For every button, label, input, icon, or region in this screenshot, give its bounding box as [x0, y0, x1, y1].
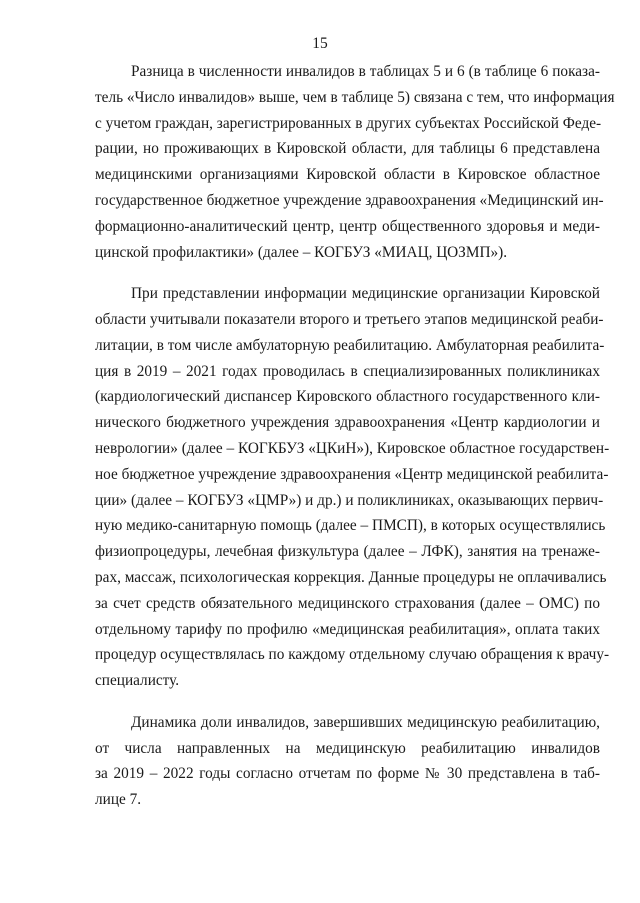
- text-line: за 2019 – 2022 годы согласно отчетам по форме № 30 представлена в таб-: [95, 765, 600, 783]
- text-line: тель «Число инвалидов» выше, чем в таблице 5) связана с тем, что информация: [95, 88, 615, 106]
- text-line: Разница в численности инвалидов в таблицах 5 и 6 (в таблице 6 показа-: [131, 63, 600, 80]
- text-line: ции» (далее – КОГБУЗ «ЦМР») и др.) и поликлиниках, оказывающих первич-: [95, 491, 604, 509]
- text-line: неврологии» (далее – КОГКБУЗ «ЦКиН»), Кировское областное государствен-: [95, 439, 610, 457]
- text-line: с учетом граждан, зарегистрированных в других субъектах Российской Феде-: [95, 114, 602, 132]
- text-line: отдельному тарифу по профилю «медицинская реабилитация», оплата таких: [95, 620, 600, 638]
- text-line: При представлении информации медицинские организации Кировской: [131, 285, 600, 303]
- text-line: формационно-аналитический центр, центр общественного здоровья и меди-: [95, 217, 600, 235]
- paragraph-table-7-intro: [95, 710, 600, 813]
- text-line: литации, в том числе амбулаторную реабилитацию. Амбулаторная реабилита-: [95, 336, 605, 354]
- paragraph-gap: [95, 265, 600, 281]
- paragraph-rehabilitation-stages: [95, 281, 610, 694]
- text-line: рации, но проживающих в Кировской области, для таблицы 6 представлена: [95, 140, 600, 158]
- text-line: области учитывали показатели второго и третьего этапов медицинской реаби-: [95, 310, 604, 328]
- page-number: 15: [312, 35, 328, 52]
- text-line: медицинскими организациями Кировской области в Кировское областное: [95, 166, 600, 184]
- text-line: лице 7.: [95, 791, 142, 809]
- text-line: от числа направленных на медицинскую реабилитацию инвалидов: [95, 739, 600, 757]
- body-text: [95, 59, 615, 813]
- text-line: физиопроцедуры, лечебная физкультура (далее – ЛФК), занятия на тренаже-: [95, 543, 600, 561]
- text-line: за счет средств обязательного медицинского страхования (далее – ОМС) по: [95, 594, 600, 612]
- text-line: ную медико-санитарную помощь (далее – ПМСП), в которых осуществлялись: [95, 517, 606, 535]
- paragraph-disabled-count-difference: [95, 59, 615, 265]
- text-line: процедур осуществлялась по каждому отдельному случаю обращения к врачу-: [95, 646, 610, 664]
- paragraph-gap: [95, 694, 600, 710]
- text-line: государственное бюджетное учреждение здравоохранения «Медицинский ин-: [95, 191, 604, 209]
- text-line: нического бюджетного учреждения здравоохранения «Центр кардиологии и: [95, 414, 600, 432]
- text-line: Динамика доли инвалидов, завершивших медицинскую реабилитацию,: [131, 713, 600, 731]
- text-line: ция в 2019 – 2021 годах проводилась в специализированных поликлиниках: [95, 362, 600, 380]
- text-line: специалисту.: [95, 672, 180, 690]
- text-line: цинской профилактики» (далее – КОГБУЗ «МИАЦ, ЦОЗМП»).: [95, 243, 508, 261]
- text-line: ное бюджетное учреждение здравоохранения «Центр медицинской реабилита-: [95, 465, 609, 483]
- text-line: рах, массаж, психологическая коррекция. Данные процедуры не оплачивались: [95, 568, 607, 586]
- text-line: (кардиологический диспансер Кировского областного государственного кли-: [95, 388, 600, 406]
